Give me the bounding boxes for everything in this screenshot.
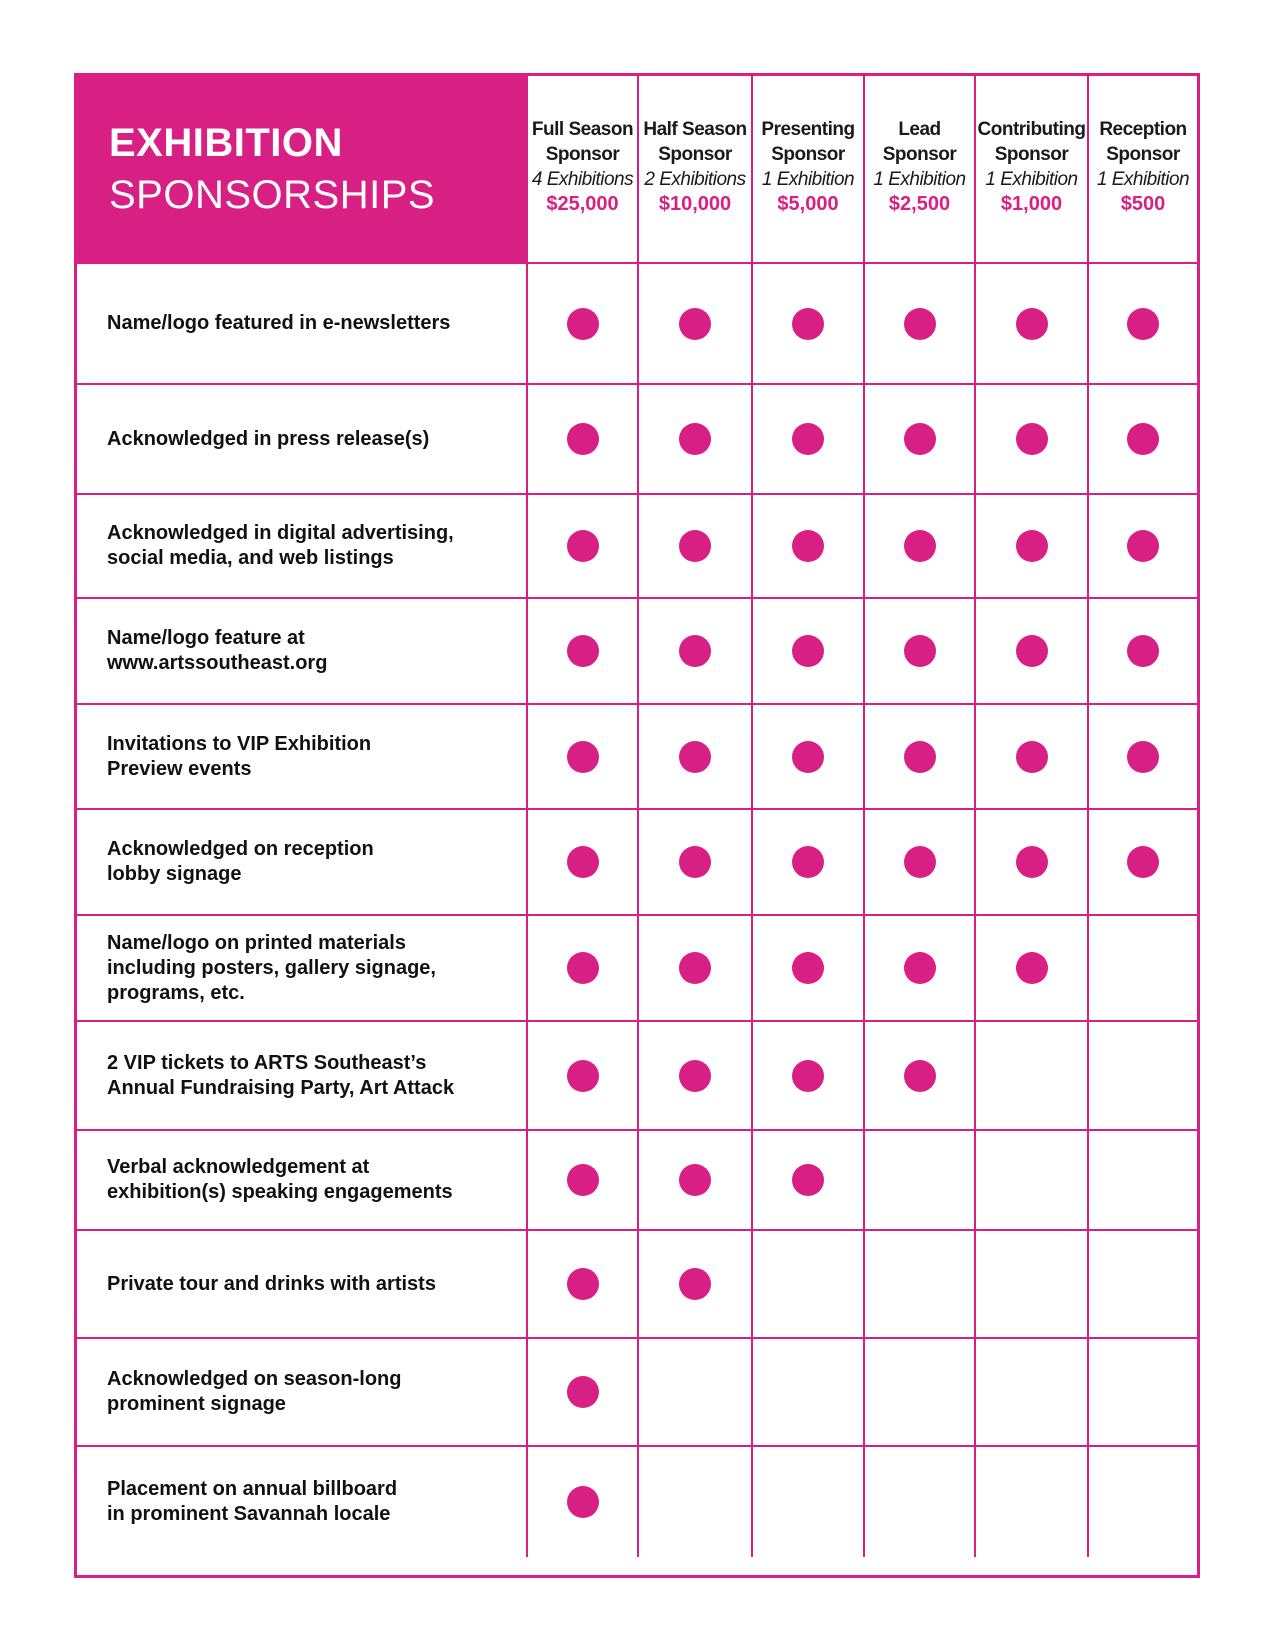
included-dot-icon — [904, 635, 936, 667]
benefit-cell — [865, 1339, 976, 1447]
tier-exhibitions: 1 Exhibition — [761, 169, 855, 190]
tier-name-suffix: Sponsor — [658, 144, 732, 165]
benefit-text-line: in prominent Savannah locale — [107, 1503, 391, 1525]
benefit-cell — [528, 1339, 639, 1447]
included-dot-icon — [567, 741, 599, 773]
tier-name: Reception — [1099, 119, 1187, 140]
table-title — [77, 76, 528, 264]
included-dot-icon — [1127, 423, 1159, 455]
benefit-text-line: 2 VIP tickets to ARTS Southeast’s — [107, 1051, 427, 1074]
included-dot-icon — [567, 1164, 599, 1196]
benefit-cell — [639, 1231, 753, 1339]
benefit-cell — [865, 385, 976, 495]
tier-name: Contributing — [977, 119, 1086, 140]
benefit-cell — [976, 1231, 1089, 1339]
benefit-cell — [976, 916, 1089, 1022]
benefit-label — [77, 599, 528, 705]
included-dot-icon — [1016, 423, 1048, 455]
benefit-cell — [639, 705, 753, 810]
included-dot-icon — [1016, 530, 1048, 562]
included-dot-icon — [679, 741, 711, 773]
benefit-cell — [639, 264, 753, 385]
included-dot-icon — [567, 635, 599, 667]
tier-name-suffix: Sponsor — [771, 144, 845, 165]
benefit-text-line: exhibition(s) speaking engagements — [107, 1181, 453, 1203]
included-dot-icon — [567, 423, 599, 455]
included-dot-icon — [1127, 308, 1159, 340]
benefit-cell — [865, 1131, 976, 1231]
benefit-cell — [976, 1447, 1089, 1557]
benefit-label — [77, 810, 528, 916]
benefit-text-line: Placement on annual billboard — [107, 1478, 398, 1500]
benefit-cell — [528, 1231, 639, 1339]
included-dot-icon — [792, 423, 824, 455]
benefit-cell — [528, 495, 639, 599]
benefit-cell — [865, 916, 976, 1022]
benefit-text-line: lobby signage — [107, 863, 242, 885]
benefit-label — [77, 1447, 528, 1557]
benefit-text — [107, 1051, 454, 1101]
benefit-text — [107, 732, 371, 782]
benefit-cell — [865, 264, 976, 385]
included-dot-icon — [904, 1060, 936, 1092]
benefit-cell — [753, 385, 865, 495]
benefit-cell — [639, 810, 753, 916]
included-dot-icon — [567, 1486, 599, 1518]
included-dot-icon — [904, 741, 936, 773]
benefit-cell — [528, 599, 639, 705]
tier-header — [1089, 76, 1197, 264]
benefit-text — [107, 931, 436, 1006]
benefit-cell — [639, 385, 753, 495]
benefit-text-line: prominent signage — [107, 1393, 286, 1415]
benefit-cell — [639, 1447, 753, 1557]
benefit-text — [107, 837, 374, 887]
benefit-text-line: Name/logo featured in e-newsletters — [107, 312, 451, 334]
tier-price: $1,000 — [1000, 193, 1063, 215]
included-dot-icon — [1016, 741, 1048, 773]
benefit-cell — [1089, 385, 1197, 495]
benefit-cell — [639, 1131, 753, 1231]
included-dot-icon — [679, 1060, 711, 1092]
benefit-cell — [639, 1022, 753, 1131]
tier-exhibitions: 4 Exhibitions — [531, 169, 634, 190]
tier-price: $10,000 — [658, 193, 732, 215]
benefit-text — [107, 1272, 436, 1297]
benefit-cell — [1089, 1447, 1197, 1557]
benefit-cell — [1089, 916, 1197, 1022]
included-dot-icon — [1016, 635, 1048, 667]
benefit-cell — [1089, 1231, 1197, 1339]
tier-price: $2,500 — [888, 193, 951, 215]
benefit-cell — [865, 495, 976, 599]
tier-header — [865, 76, 976, 264]
tier-name-suffix: Sponsor — [545, 144, 620, 165]
benefit-text — [107, 1367, 401, 1417]
included-dot-icon — [567, 952, 599, 984]
benefit-text-line: www.artssoutheast.org — [107, 652, 328, 674]
benefit-cell — [865, 1022, 976, 1131]
benefit-cell — [639, 599, 753, 705]
benefit-cell — [753, 810, 865, 916]
included-dot-icon — [679, 846, 711, 878]
benefit-cell — [1089, 599, 1197, 705]
benefit-text — [107, 626, 327, 676]
benefit-cell — [1089, 1022, 1197, 1131]
included-dot-icon — [904, 530, 936, 562]
included-dot-icon — [679, 635, 711, 667]
benefit-cell — [528, 810, 639, 916]
tier-price: $500 — [1120, 193, 1166, 215]
benefit-text-line: Acknowledged in digital advertising, — [107, 522, 454, 544]
benefit-cell — [639, 1339, 753, 1447]
tier-header — [528, 76, 639, 264]
tier-name: Lead — [898, 119, 941, 140]
tier-header — [639, 76, 753, 264]
benefit-cell — [753, 1131, 865, 1231]
benefit-text — [107, 311, 450, 336]
benefit-cell — [528, 385, 639, 495]
included-dot-icon — [679, 530, 711, 562]
benefit-cell — [753, 264, 865, 385]
benefit-cell — [753, 916, 865, 1022]
sponsorship-table — [74, 73, 1200, 1578]
included-dot-icon — [904, 423, 936, 455]
tier-exhibitions: 1 Exhibition — [985, 169, 1078, 190]
included-dot-icon — [679, 1268, 711, 1300]
included-dot-icon — [904, 846, 936, 878]
benefit-cell — [753, 1339, 865, 1447]
included-dot-icon — [679, 423, 711, 455]
tier-price: $5,000 — [777, 193, 839, 215]
tier-exhibitions: 2 Exhibitions — [644, 169, 746, 190]
included-dot-icon — [792, 1060, 824, 1092]
benefit-label — [77, 1022, 528, 1131]
tier-name: Half Season — [643, 119, 747, 140]
benefit-text — [107, 427, 429, 452]
benefit-cell — [976, 385, 1089, 495]
benefit-cell — [753, 1447, 865, 1557]
benefit-text-line: Name/logo feature at — [107, 627, 305, 649]
benefit-cell — [976, 495, 1089, 599]
benefit-cell — [1089, 1339, 1197, 1447]
included-dot-icon — [1127, 741, 1159, 773]
benefit-cell — [976, 599, 1089, 705]
benefit-cell — [528, 1022, 639, 1131]
included-dot-icon — [792, 530, 824, 562]
benefit-label — [77, 264, 528, 385]
included-dot-icon — [1127, 846, 1159, 878]
benefit-label — [77, 916, 528, 1022]
benefit-cell — [976, 1131, 1089, 1231]
included-dot-icon — [1016, 846, 1048, 878]
benefit-cell — [865, 1447, 976, 1557]
benefit-cell — [753, 495, 865, 599]
included-dot-icon — [679, 952, 711, 984]
benefit-cell — [865, 810, 976, 916]
benefit-text — [107, 521, 454, 571]
benefit-label — [77, 495, 528, 599]
benefit-cell — [753, 1022, 865, 1131]
included-dot-icon — [792, 741, 824, 773]
included-dot-icon — [567, 1268, 599, 1300]
included-dot-icon — [567, 846, 599, 878]
benefit-label — [77, 1131, 528, 1231]
benefit-cell — [639, 495, 753, 599]
benefit-cell — [865, 599, 976, 705]
benefit-text-line: programs, etc. — [107, 981, 245, 1004]
sponsorship-grid — [77, 76, 1197, 1575]
benefit-text-line: Acknowledged in press release(s) — [107, 427, 430, 450]
included-dot-icon — [679, 308, 711, 340]
benefit-label — [77, 385, 528, 495]
benefit-text-line: Acknowledged on season-long — [107, 1368, 402, 1390]
benefit-cell — [528, 1131, 639, 1231]
benefit-cell — [865, 705, 976, 810]
benefit-label — [77, 705, 528, 810]
benefit-label — [77, 1339, 528, 1447]
benefit-cell — [1089, 264, 1197, 385]
benefit-label — [77, 1231, 528, 1339]
tier-header — [753, 76, 865, 264]
benefit-cell — [976, 264, 1089, 385]
included-dot-icon — [792, 846, 824, 878]
benefit-cell — [528, 705, 639, 810]
included-dot-icon — [792, 952, 824, 984]
benefit-cell — [528, 264, 639, 385]
tier-name-suffix: Sponsor — [1106, 144, 1180, 165]
included-dot-icon — [792, 308, 824, 340]
tier-price: $25,000 — [546, 193, 619, 215]
title-line-2: SPONSORSHIPS — [109, 173, 436, 217]
tier-name: Full Season — [531, 119, 634, 140]
included-dot-icon — [679, 1164, 711, 1196]
benefit-cell — [528, 1447, 639, 1557]
benefit-text-line: Name/logo on printed materials — [107, 931, 406, 954]
included-dot-icon — [1016, 952, 1048, 984]
tier-exhibitions: 1 Exhibition — [873, 169, 966, 190]
included-dot-icon — [567, 308, 599, 340]
benefit-cell — [976, 705, 1089, 810]
benefit-text-line: including posters, gallery signage, — [107, 956, 436, 979]
included-dot-icon — [567, 1376, 599, 1408]
benefit-cell — [1089, 1131, 1197, 1231]
benefit-cell — [1089, 705, 1197, 810]
benefit-cell — [976, 1022, 1089, 1131]
benefit-cell — [1089, 810, 1197, 916]
included-dot-icon — [1127, 530, 1159, 562]
included-dot-icon — [1127, 635, 1159, 667]
benefit-text-line: Annual Fundraising Party, Art Attack — [107, 1076, 455, 1099]
benefit-text-line: Acknowledged on reception — [107, 838, 374, 860]
benefit-text — [107, 1477, 397, 1527]
benefit-cell — [639, 916, 753, 1022]
tier-exhibitions: 1 Exhibition — [1096, 169, 1190, 190]
benefit-cell — [753, 705, 865, 810]
benefit-cell — [976, 1339, 1089, 1447]
benefit-text-line: social media, and web listings — [107, 547, 394, 569]
tier-header — [976, 76, 1089, 264]
benefit-cell — [865, 1231, 976, 1339]
benefit-text — [107, 1155, 453, 1205]
included-dot-icon — [792, 635, 824, 667]
benefit-cell — [753, 1231, 865, 1339]
tier-name-suffix: Sponsor — [994, 144, 1069, 165]
benefit-cell — [753, 599, 865, 705]
included-dot-icon — [1016, 308, 1048, 340]
benefit-text-line: Verbal acknowledgement at — [107, 1156, 370, 1178]
benefit-cell — [976, 810, 1089, 916]
included-dot-icon — [792, 1164, 824, 1196]
included-dot-icon — [567, 530, 599, 562]
tier-name: Presenting — [761, 119, 855, 140]
benefit-text-line: Private tour and drinks with artists — [107, 1272, 436, 1295]
benefit-text-line: Invitations to VIP Exhibition — [107, 732, 372, 755]
benefit-cell — [528, 916, 639, 1022]
included-dot-icon — [567, 1060, 599, 1092]
tier-name-suffix: Sponsor — [882, 144, 957, 165]
benefit-text-line: Preview events — [107, 757, 252, 780]
benefit-cell — [1089, 495, 1197, 599]
included-dot-icon — [904, 952, 936, 984]
title-line-1: EXHIBITION — [109, 121, 343, 165]
included-dot-icon — [904, 308, 936, 340]
